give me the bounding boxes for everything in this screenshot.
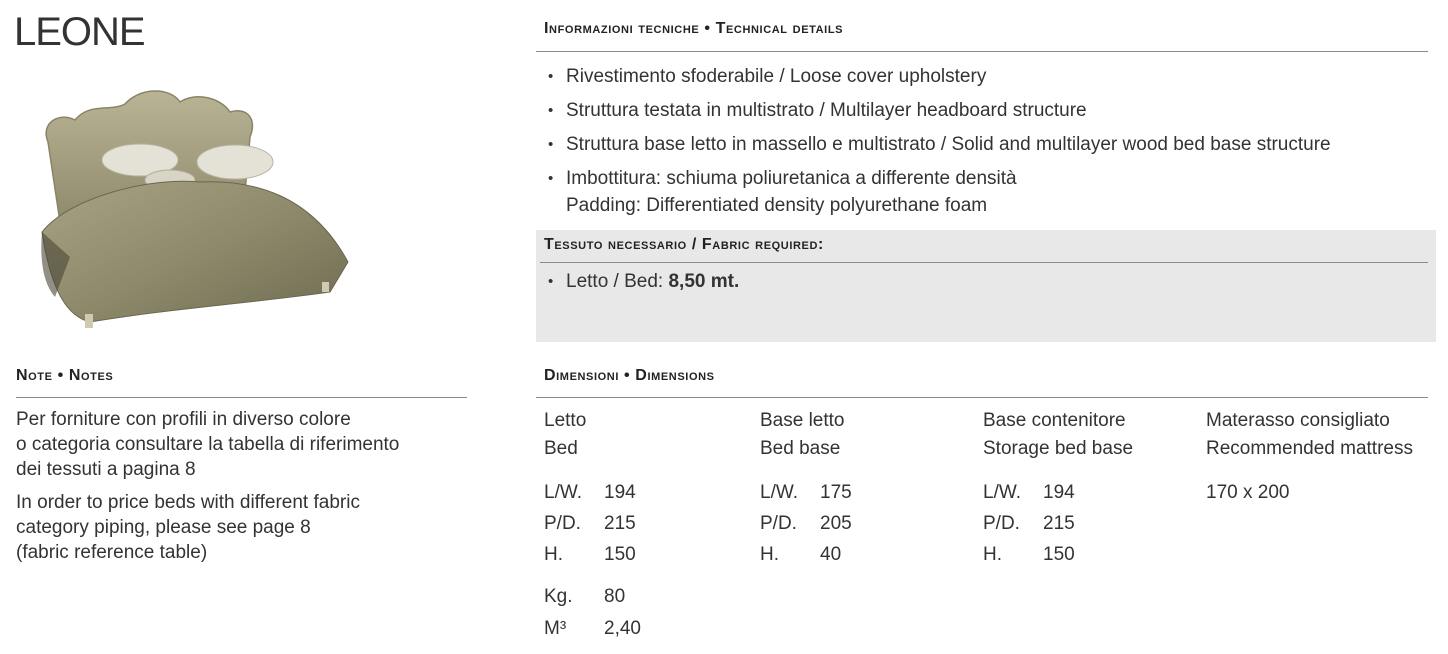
dimension-value: 40: [820, 544, 842, 565]
dimension-value: 194: [1043, 482, 1075, 503]
dimensions-header: Dimensioni • Dimensions: [544, 367, 715, 384]
dimension-row: [544, 539, 641, 570]
dimensions-column-bed-base: [760, 407, 852, 570]
dimension-key: P/D.: [983, 513, 1020, 534]
dimensions-divider: [536, 397, 1428, 398]
bed-photo: [30, 82, 360, 337]
column-title-it: Letto: [544, 410, 587, 431]
dimension-value: 205: [820, 513, 852, 534]
fabric-item: [544, 269, 1448, 295]
dimension-row: [544, 508, 641, 539]
column-title-en: Storage bed base: [983, 438, 1134, 459]
notes-divider: [16, 397, 467, 398]
weight-key: Kg.: [544, 586, 573, 607]
column-title-it: Base letto: [760, 410, 845, 431]
notes-paragraph-it: Per forniture con profili in diverso colore o categoria consultare la tabella di riferimento dei tessuti a pagina 8: [16, 409, 400, 480]
dimension-row: [544, 477, 641, 508]
notes-header: Note • Notes: [16, 367, 114, 384]
dimension-key: H.: [544, 544, 563, 565]
dimension-value: 215: [1043, 513, 1075, 534]
dimension-row: [760, 508, 852, 539]
list-item: • Imbottitura: schiuma poliuretanica a differente densità: [544, 162, 1424, 196]
dimension-value: 175: [820, 482, 852, 503]
dimension-key: L/W.: [544, 482, 583, 503]
list-item: • Rivestimento sfoderabile / Loose cover upholstery: [544, 60, 1424, 94]
dimensions-column-storage-base: [983, 407, 1133, 570]
volume-value: 2,40: [604, 618, 641, 639]
dimension-key: L/W.: [760, 482, 799, 503]
dimension-key: P/D.: [544, 513, 581, 534]
weight-value: 80: [604, 586, 626, 607]
dimension-key: P/D.: [760, 513, 797, 534]
dimension-key: L/W.: [983, 482, 1022, 503]
list-item-continuation: Padding: Differentiated density polyurethane foam: [566, 195, 988, 216]
volume-key: M³: [544, 618, 567, 639]
dimension-value: 215: [604, 513, 636, 534]
dimension-key: H.: [760, 544, 779, 565]
dimension-row: [760, 539, 852, 570]
technical-header: Informazioni tecniche • Technical details: [544, 20, 844, 37]
column-title-it: Materasso consigliato: [1206, 410, 1390, 431]
dimension-row: [983, 539, 1133, 570]
column-title-it: Base contenitore: [983, 410, 1126, 431]
dimension-value: 150: [604, 544, 636, 565]
fabric-value: 8,50 mt.: [668, 271, 740, 292]
dimension-row: [983, 508, 1133, 539]
column-title-en: Bed base: [760, 438, 841, 459]
volume-row: [544, 613, 641, 645]
dimension-value: 194: [604, 482, 636, 503]
dimension-key: H.: [983, 544, 1002, 565]
technical-divider: [536, 51, 1428, 52]
notes-paragraph-en: In order to price beds with different fabric category piping, please see page 8 (fabric reference table): [16, 492, 360, 563]
technical-list: [544, 60, 1424, 216]
dimensions-column-mattress: [1206, 407, 1413, 508]
mattress-size: 170 x 200: [1206, 482, 1290, 503]
fabric-label: Letto / Bed:: [566, 271, 669, 292]
fabric-header: Tessuto necessario / Fabric required:: [544, 236, 824, 253]
dimensions-column-bed: [544, 407, 641, 645]
notes-body: [16, 407, 466, 573]
dimension-row: [983, 477, 1133, 508]
dimension-row: [760, 477, 852, 508]
fabric-divider: [540, 262, 1428, 263]
list-item: • Struttura base letto in massello e multistrato / Solid and multilayer wood bed base structure: [544, 128, 1424, 162]
dimension-value: 150: [1043, 544, 1075, 565]
weight-row: [544, 581, 641, 613]
column-title-en: Bed: [544, 438, 578, 459]
product-title: LEONE: [14, 10, 145, 54]
column-title-en: Recommended mattress: [1206, 438, 1413, 459]
list-item: • Struttura testata in multistrato / Multilayer headboard structure: [544, 94, 1424, 128]
